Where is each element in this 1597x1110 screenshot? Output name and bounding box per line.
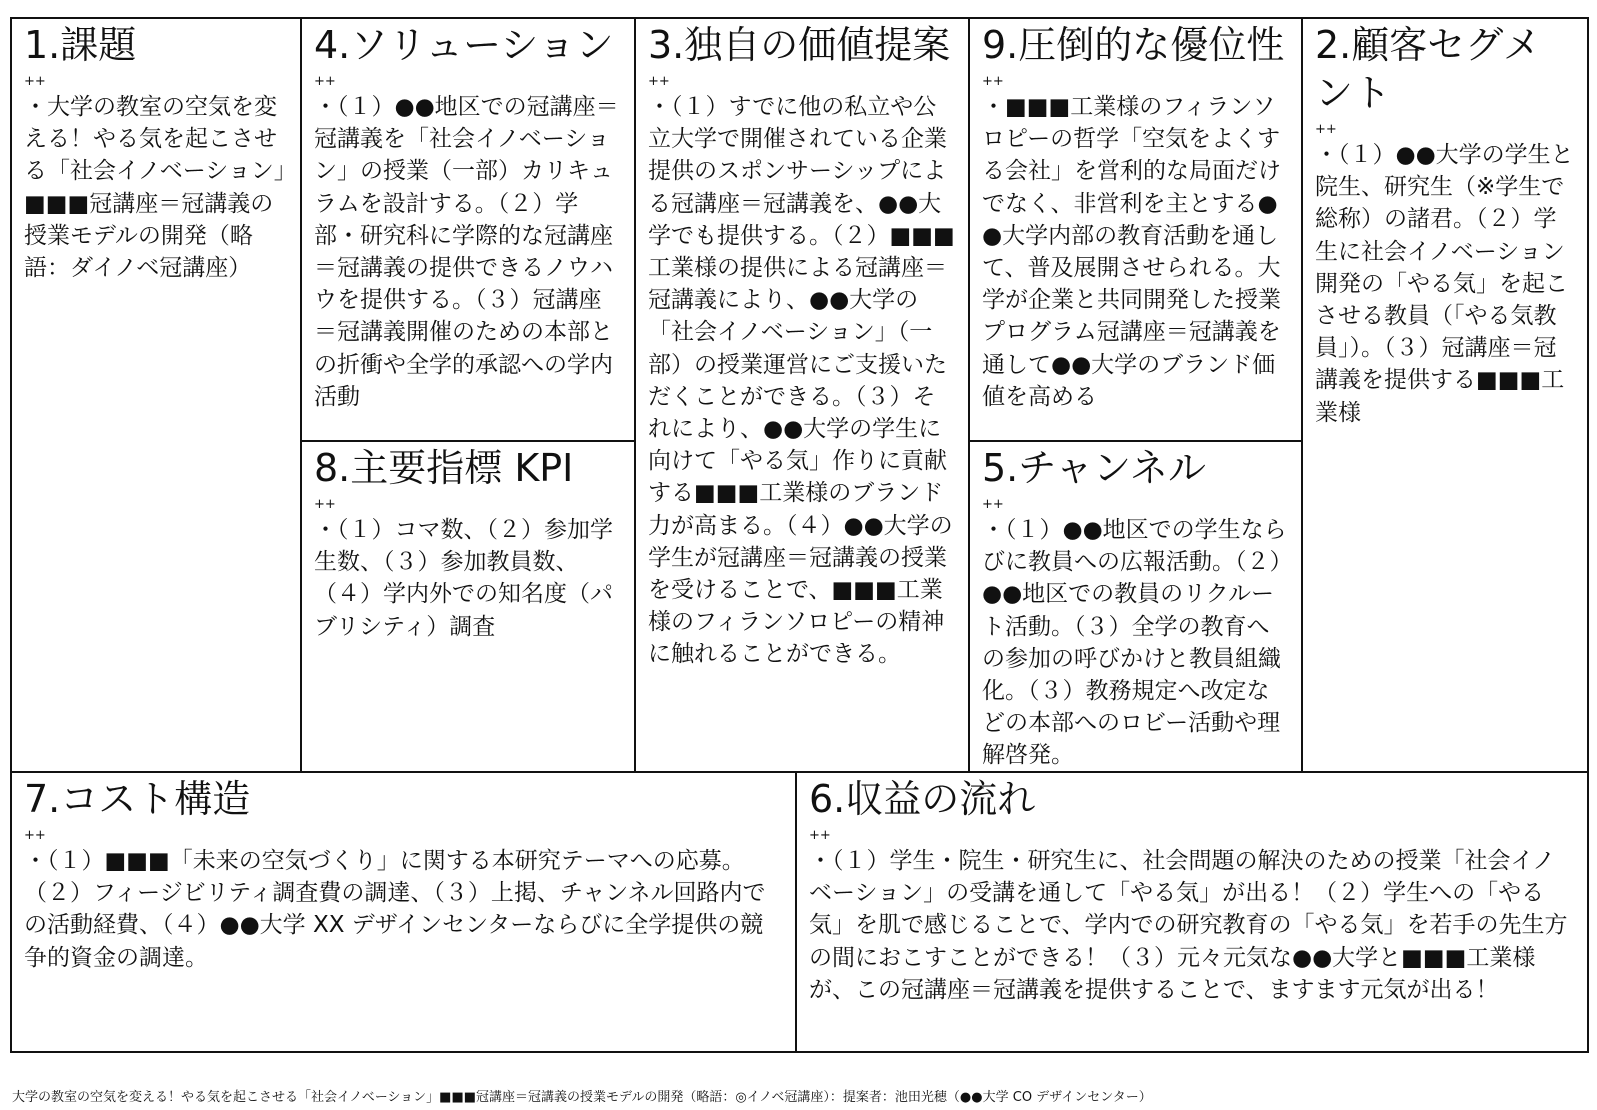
cell-title: 3.独自の価値提案 — [648, 23, 951, 67]
cell-kpi — [300, 440, 634, 771]
cell-body: ・（１）●●地区での冠講座＝冠講義を「社会イノベーション」の授業（一部）カリキュラムを設計する。（２）学部・研究科に学際的な冠講座＝冠講義の提供できるノウハウを提供する。（３）冠講座＝冠講義開催のための本部との折衝や全学的承認への学内活動 — [314, 94, 619, 410]
cell-advantage — [968, 19, 1301, 440]
cell-body: ・（１）学生・院生・研究生に、社会問題の解決のための授業「社会イノベーション」の受講を通して「やる気」が出る！（２）学生への「やる気」を肌で感じることで、学内での研究教育の「やる気」を若手の先生方の間におこすことができる！（３）元々元気な●●大学と■■■工業様が、この冠講座＝冠講義を提供することで、ますます元気が出る！ — [809, 848, 1568, 1003]
cell-cost-structure — [12, 771, 795, 1051]
cell-marker: ++ — [982, 497, 1004, 512]
cell-title: 2.顧客セグメント — [1315, 23, 1541, 115]
cell-body: ・（１）■■■「未来の空気づくり」に関する本研究テーマへの応募。（２）フィージビリティ調査費の調達、（３）上掲、チャンネル回路内での活動経費、（４）●●大学 XX デザインセンターならびに全学提供の競争的資金の調達。 — [24, 848, 766, 971]
cell-title: 8.主要指標 KPI — [314, 446, 574, 490]
cell-title: 4.ソリューション — [314, 23, 614, 67]
cell-solution — [300, 19, 634, 440]
cell-marker: ++ — [982, 74, 1004, 89]
cell-marker: ++ — [314, 497, 336, 512]
cell-marker: ++ — [24, 828, 46, 843]
cell-value-proposition — [634, 19, 968, 771]
cell-body: ・（１）すでに他の私立や公立大学で開催されている企業提供のスポンサーシップによる冠講座＝冠講義を、●●大学でも提供する。（２）■■■工業様の提供による冠講座＝冠講義により、●●大学の「社会イノベーション」（一部）の授業運営にご支援いただくことができる。（３）それにより、●●大学の学生に向けて「やる気」作りに貢献する■■■工業様のブランド力が高まる。（４）●●大学の学生が冠講座＝冠講義の授業を受けることで、■■■工業様のフィランソロピーの精神に触れることができる。 — [648, 94, 955, 668]
cell-title: 6.収益の流れ — [809, 777, 1036, 821]
cell-body: ・（１）コマ数、（２）参加学生数、（３）参加教員数、（４）学内外での知名度（パブリシティ）調査 — [314, 517, 613, 640]
cell-body: ・（１）●●地区での学生ならびに教員への広報活動。（２）●●地区での教員のリクルート活動。（３）全学の教育への参加の呼びかけと教員組織化。（３）教務規定へ改定などの本部へのロビー活動や理解啓発。 — [982, 517, 1287, 769]
cell-body: ・（１）●●大学の学生と院生、研究生（※学生で総称）の諸君。（２）学生に社会イノベーション開発の「やる気」を起こさせる教員（「やる気教員」）。（３）冠講座＝冠講義を提供する■■■工業様 — [1315, 142, 1574, 426]
cell-title: 5.チャンネル — [982, 446, 1206, 490]
cell-marker: ++ — [648, 74, 670, 89]
cell-title: 7.コスト構造 — [24, 777, 251, 821]
footer-caption: 大学の教室の空気を変える！やる気を起こさせる「社会イノベーション」■■■冠講座＝冠講義の授業モデルの開発（略語：◎イノベ冠講座）：提案者：池田光穂（●●大学 CO デザインセンター） — [12, 1090, 1152, 1105]
cell-marker: ++ — [809, 828, 831, 843]
cell-revenue-streams — [795, 771, 1587, 1051]
cell-body: ・大学の教室の空気を変える！やる気を起こさせる「社会イノベーション」■■■冠講座＝冠講義の授業モデルの開発（略語：ダイノベ冠講座） — [24, 94, 286, 282]
cell-channels — [968, 440, 1301, 771]
lean-canvas — [10, 17, 1589, 1053]
cell-marker: ++ — [1315, 122, 1337, 137]
cell-title: 9.圧倒的な優位性 — [982, 23, 1285, 67]
cell-title: 1.課題 — [24, 23, 137, 67]
cell-body: ・■■■工業様のフィランソロピーの哲学「空気をよくする会社」を営利的な局面だけでなく、非営利を主とする●●大学内部の教育活動を通して、普及展開させられる。大学が企業と共同開発した授業プログラム冠講座＝冠講義を通して●●大学のブランド価値を高める — [982, 94, 1281, 410]
cell-problem — [12, 19, 300, 771]
cell-marker: ++ — [24, 74, 46, 89]
cell-marker: ++ — [314, 74, 336, 89]
cell-segments — [1301, 19, 1587, 771]
